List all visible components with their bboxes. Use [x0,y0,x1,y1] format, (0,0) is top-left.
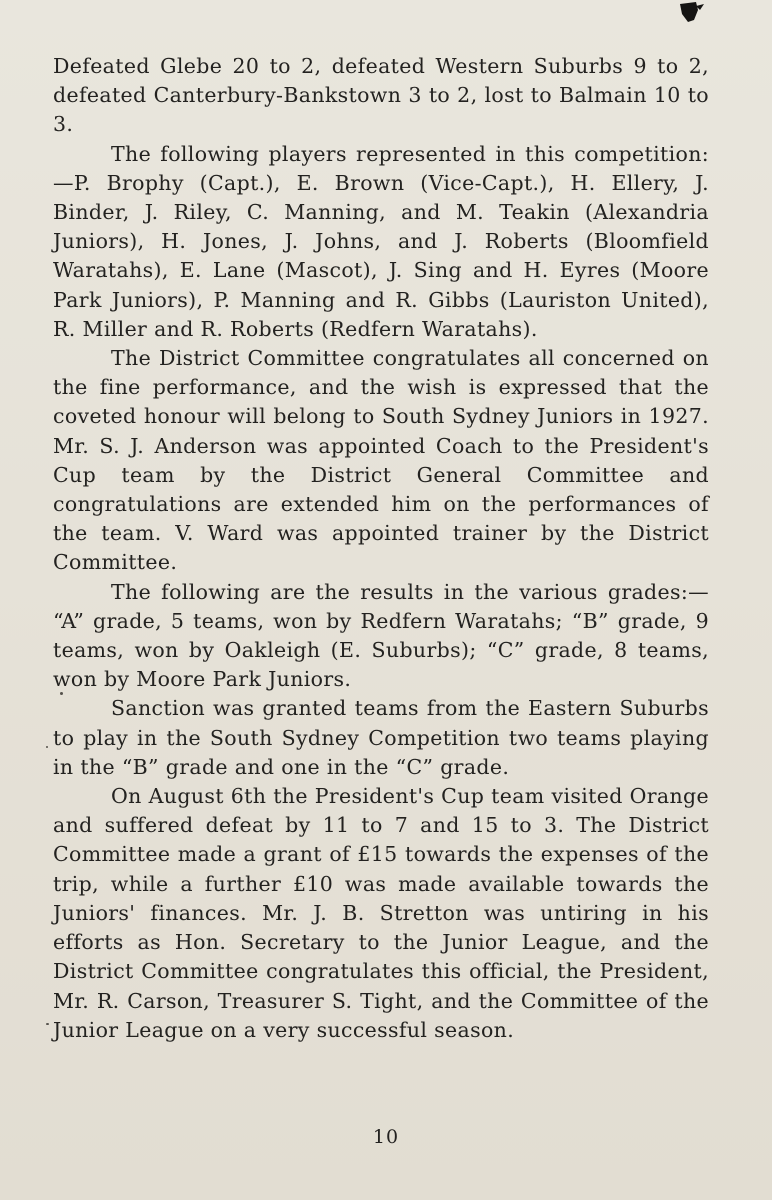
print-speck [46,746,48,748]
print-speck [60,692,63,695]
print-speck [46,1023,49,1025]
page-number: 10 [372,1126,400,1148]
ink-blot-mark [676,0,706,30]
paragraph-grade-results: The following are the results in the various grades:— “A” grade, 5 teams, won by Redfern Waratahs; “B” grade, 9 teams, won by Oakleigh (E. Suburbs); “C” grade, 8 teams, won by Moore Park Juniors. [53,579,709,692]
paragraph-players: The following players represented in this competition:—P. Brophy (Capt.), E. Brown (Vice-Capt.), H. Ellery, J. Binder, J. Riley, C. Manning, and M. Teakin (Alexandria Juniors), H. Jones, J. Johns, and J. Roberts (Bloomfield Waratahs), E. Lane (Mascot), J. Sing and H. Eyres (Moore Park Juniors), P. Manning and R. Gibbs (Lauriston United), R. Miller and R. Roberts (Redfern Waratahs). [53,141,709,341]
body-text [53,52,709,1045]
paragraph-congratulations: The District Committee congratulates all concerned on the fine performance, and the wish is expressed that the coveted honour will belong to South Sydney Juniors in 1927. Mr. S. J. Anderson was appointed Coach to the President's Cup team by the District General Committee and congratulations are extended him on the performances of the team. V. Ward was appointed trainer by the District Committee. [53,346,709,575]
paragraph-season-summary: On August 6th the President's Cup team visited Orange and suffered defeat by 11 to 7 and 15 to 3. The District Committee made a grant of £15 towards the expenses of the trip, while a further £10 was made available towards the Juniors' finances. Mr. J. B. Stretton was untiring in his efforts as Hon. Secretary to the Junior League, and the District Committee congratulates this official, the President, Mr. R. Carson, Treasurer S. Tight, and the Committee of the Junior League on a very successful season. [53,784,709,1042]
paragraph-sanction: Sanction was granted teams from the Eastern Suburbs to play in the South Sydney Competition two teams playing in the “B” grade and one in the “C” grade. [53,696,709,779]
paragraph-match-results: Defeated Glebe 20 to 2, defeated Western Suburbs 9 to 2, defeated Canterbury-Bankstown 3 to 2, lost to Balmain 10 to 3. [53,54,709,137]
